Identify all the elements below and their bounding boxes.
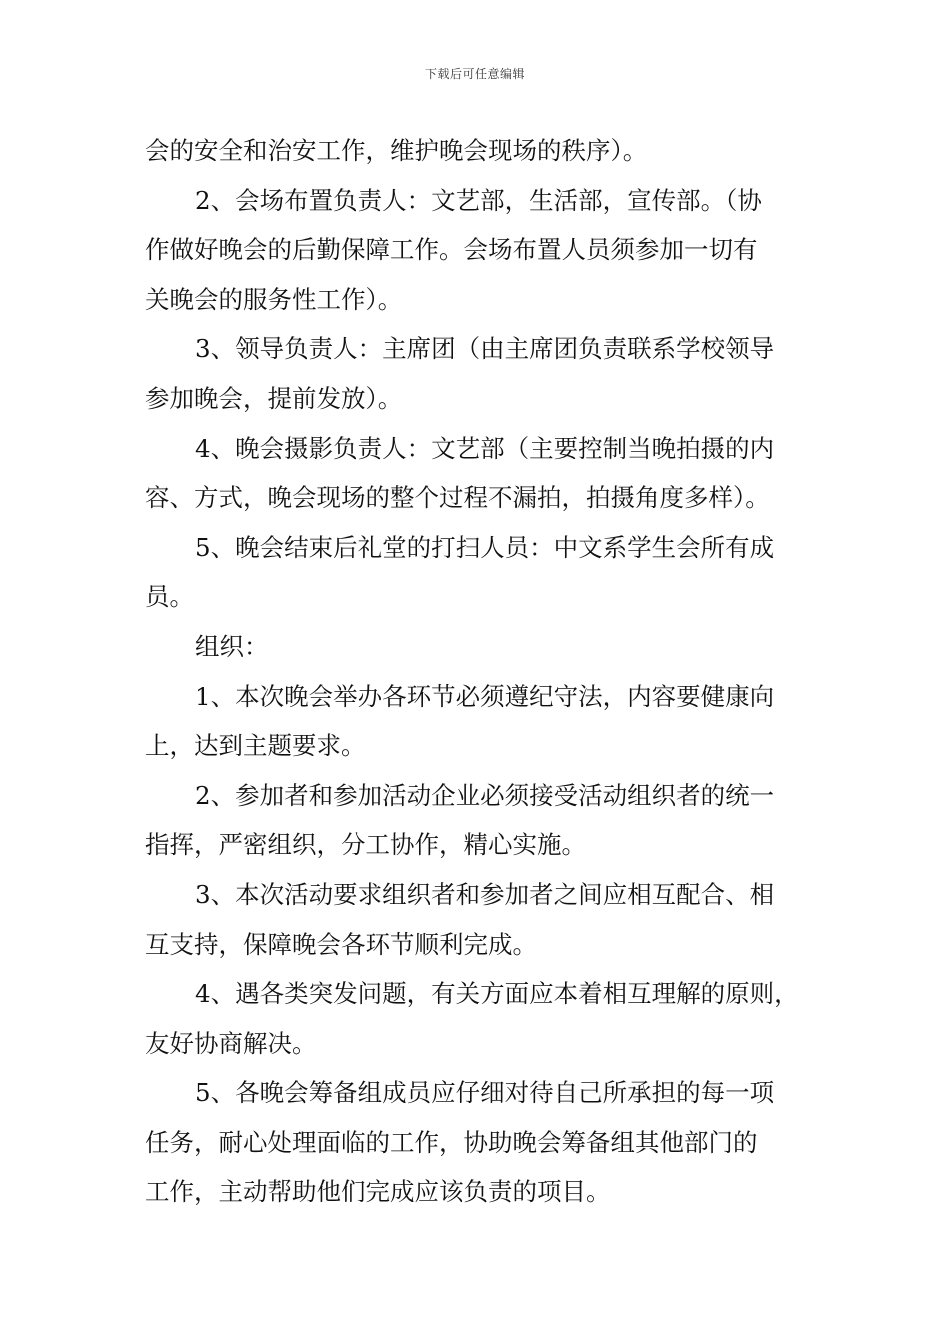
page-header: 下载后可任意编辑	[424, 67, 525, 81]
text-line: 工作，主动帮助他们完成应该负责的项目。	[145, 1177, 611, 1207]
text-line: 关晚会的服务性工作）。	[145, 284, 403, 314]
text-line: 3、本次活动要求组织者和参加者之间应相互配合、相	[195, 879, 775, 909]
text-line: 组织：	[195, 631, 269, 661]
text-line: 2、参加者和参加活动企业必须接受活动组织者的统一	[195, 780, 775, 810]
text-line: 1、本次晚会举办各环节必须遵纪守法，内容要健康向	[195, 681, 775, 711]
text-line: 容、方式，晚会现场的整个过程不漏拍，拍摄角度多样）。	[145, 483, 770, 513]
text-line: 上，达到主题要求。	[145, 731, 366, 761]
text-line: 指挥，严密组织，分工协作，精心实施。	[145, 830, 586, 860]
text-line: 友好协商解决。	[145, 1028, 317, 1058]
document-body	[145, 126, 825, 1217]
text-line: 员。	[145, 582, 194, 612]
text-line: 作做好晚会的后勤保障工作。会场布置人员须参加一切有	[145, 235, 758, 265]
text-line: 会的安全和治安工作，维护晚会现场的秩序）。	[145, 136, 648, 165]
text-line: 任务，耐心处理面临的工作，协助晚会筹备组其他部门的	[145, 1127, 758, 1157]
text-line: 2、会场布置负责人：文艺部，生活部，宣传部。（协	[195, 185, 762, 215]
text-line: 4、晚会摄影负责人：文艺部（主要控制当晚拍摄的内	[195, 433, 775, 463]
text-line: 参加晚会，提前发放）。	[145, 383, 403, 413]
text-line: 4、遇各类突发问题，有关方面应本着相互理解的原则，	[195, 979, 799, 1009]
text-line: 5、各晚会筹备组成员应仔细对待自己所承担的每一项	[195, 1078, 775, 1108]
text-line: 3、领导负责人：主席团（由主席团负责联系学校领导	[195, 334, 775, 364]
text-line: 5、晚会结束后礼堂的打扫人员：中文系学生会所有成	[195, 532, 775, 562]
text-line: 互支持，保障晚会各环节顺利完成。	[145, 929, 537, 959]
